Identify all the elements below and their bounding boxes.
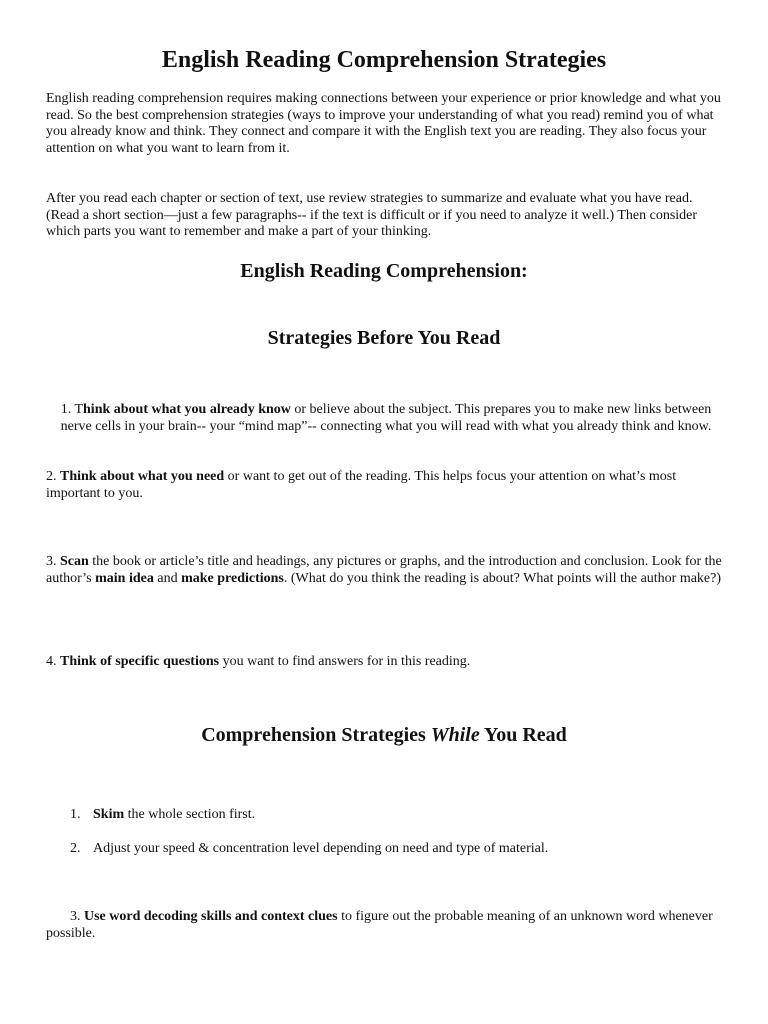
before-item-2-text: or want to get out of the reading. This helps focus your attention on what’s most important to you.	[46, 469, 677, 501]
while-item-2	[70, 840, 730, 857]
before-item-3-text-c: . (What do you think the reading is about? What points will the author make?)	[283, 570, 722, 586]
while-heading-pre: Comprehension Strategies	[201, 724, 431, 746]
before-item-4-bold: Think of specific questions	[60, 654, 220, 669]
while-item-1-number: 1.	[70, 807, 81, 822]
before-item-2-number: 2.	[46, 469, 60, 484]
section-heading-before-you-read: Strategies Before You Read	[267, 327, 501, 349]
while-item-3-bold: Use word decoding skills and context clues	[84, 909, 338, 924]
while-item-1-text: the whole section first.	[124, 807, 256, 822]
before-item-2-bold: Think about what you need	[60, 469, 225, 484]
before-item-3-main-idea: main idea	[95, 570, 154, 586]
before-item-3-bold: Scan	[60, 554, 89, 569]
before-item-1-number: 1. T	[60, 402, 84, 417]
before-item-4	[46, 654, 726, 671]
while-item-1	[70, 806, 730, 823]
while-item-2-number: 2.	[70, 841, 81, 856]
page-title: English Reading Comprehension Strategies	[161, 47, 607, 73]
before-item-1-bold: hink about what you already know	[83, 402, 291, 417]
while-heading-post: You Read	[479, 724, 567, 746]
while-item-3-number: 3.	[70, 909, 84, 924]
before-item-4-number: 4.	[46, 654, 60, 669]
before-item-4-text: you want to find answers for in this reading.	[219, 654, 471, 669]
while-item-1-bold: Skim	[93, 807, 125, 822]
before-item-2	[46, 469, 726, 502]
section-heading-while-you-read	[0, 722, 768, 748]
intro-paragraph-2: After you read each chapter or section of text, use review strategies to summarize and evaluate what you have read. (Read a short section—just a few paragraphs-- if the text is difficult or if you need to analyze it well.) Then consider which parts you want to remember and make a part of your thinking.	[46, 191, 698, 240]
intro-paragraph-1: English reading comprehension requires making connections between your experience or prior knowledge and what you read. So the best comprehension strategies (ways to improve your understanding of what you read) remind you of what you already know and think. They connect and compare it with the English text you are reading. They also focus your attention on what you want to learn from it.	[46, 91, 721, 157]
while-item-3	[46, 909, 726, 942]
before-item-1-text: or believe about the subject. This prepares you to make new links between nerve cells in your brain-- your “mind map”-- connecting what you will read with what you already think and know.	[60, 402, 712, 434]
before-item-1	[46, 402, 726, 435]
section-heading-english-reading-comprehension: English Reading Comprehension:	[240, 260, 528, 282]
before-item-3	[46, 554, 726, 587]
while-item-2-text: Adjust your speed & concentration level depending on need and type of material.	[93, 841, 549, 856]
while-item-3-text: to figure out the probable meaning of an unknown word whenever possible.	[46, 909, 713, 941]
before-item-3-text-a: the book or article’s title and headings, any pictures or graphs, and the introduction and conclusion. Look for the author’s	[46, 554, 722, 586]
while-heading-emphasis: While	[430, 724, 480, 746]
before-item-3-number: 3.	[46, 554, 60, 569]
before-item-3-make-predictions: make predictions	[181, 570, 284, 586]
before-item-3-text-b: and	[153, 570, 182, 586]
